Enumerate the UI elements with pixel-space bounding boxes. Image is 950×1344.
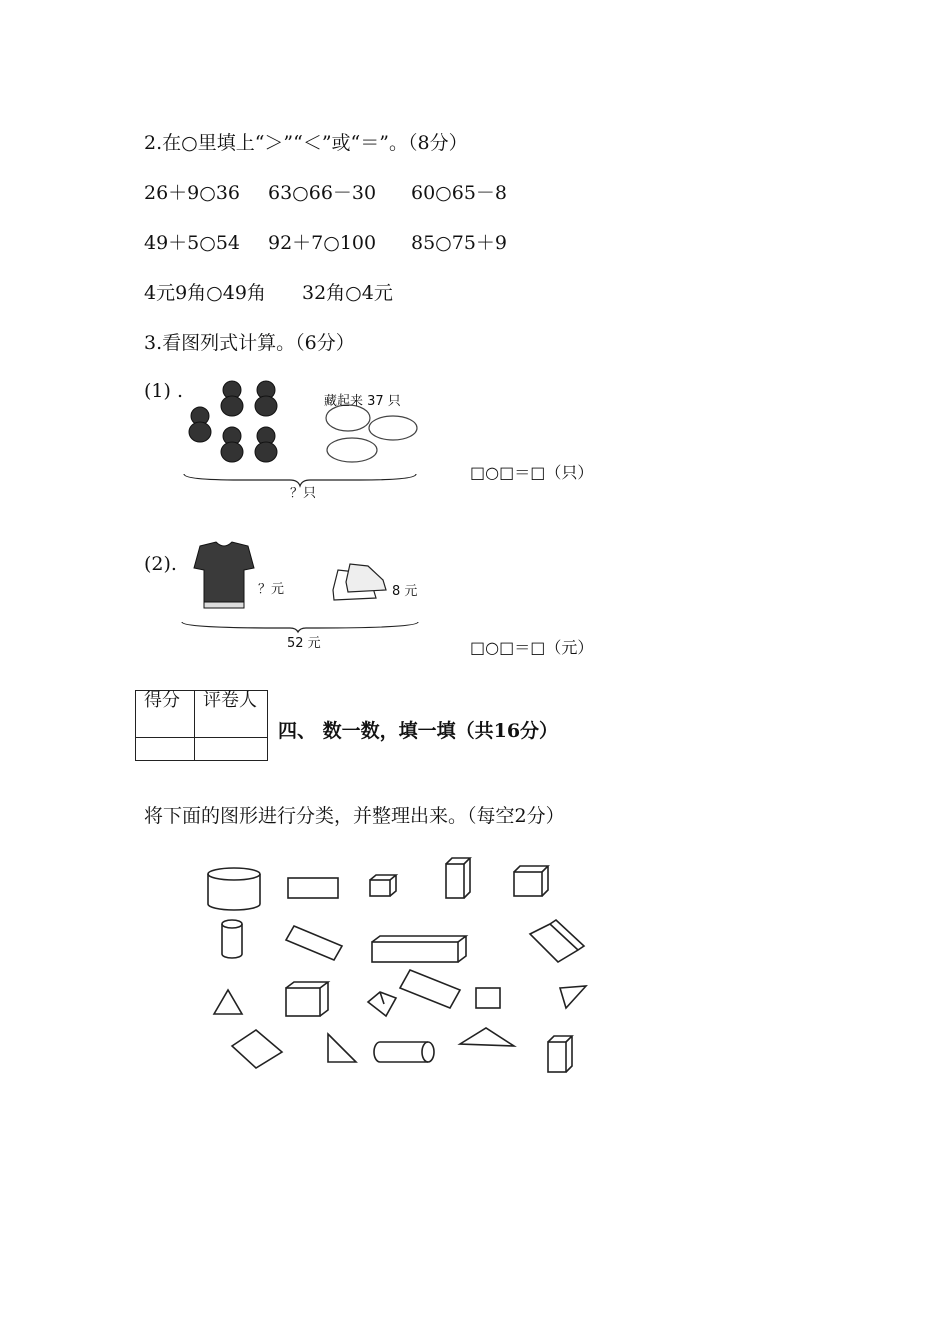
- shoes-price: 8 元: [392, 584, 418, 599]
- score-table: [135, 690, 268, 761]
- cuboid-icon: [548, 1036, 572, 1072]
- triangle-icon: [460, 1028, 514, 1046]
- cylinder-icon: [222, 920, 242, 958]
- prism-icon: [368, 992, 396, 1016]
- expr: 63○66－30: [268, 182, 377, 204]
- frog-icon: [221, 381, 243, 416]
- answer-blank: □○□＝□（元）: [470, 638, 594, 657]
- frog-icon: [255, 427, 277, 462]
- grader-label: 评卷人: [195, 691, 268, 738]
- cube-icon: [514, 866, 548, 896]
- cuboid-icon: [530, 920, 584, 962]
- expr: 49＋5○54: [144, 232, 241, 254]
- frog-icon: [221, 427, 243, 462]
- rectangle-icon: [288, 878, 338, 898]
- triangle-icon: [328, 1034, 356, 1062]
- score-cell[interactable]: [136, 738, 195, 761]
- shirt-shoes-figure: [178, 540, 423, 635]
- parallelogram-icon: [400, 970, 460, 1008]
- rocks: [326, 405, 417, 462]
- parallelogram-icon: [286, 926, 342, 960]
- expr: 92＋7○100: [268, 232, 377, 254]
- shapes-figure: [200, 850, 600, 1080]
- shirt-icon: [194, 542, 254, 608]
- section-title: 四、 数一数，填一填（共16分）: [278, 720, 559, 742]
- frog-icon: [189, 407, 211, 442]
- q3-part1-label: (1) .: [144, 380, 183, 402]
- cylinder-icon: [208, 868, 260, 910]
- square-icon: [476, 988, 500, 1008]
- triangle-icon: [560, 986, 586, 1008]
- triangle-icon: [214, 990, 242, 1014]
- cuboid-icon: [372, 936, 466, 962]
- score-label: 得分: [136, 691, 195, 738]
- cube-icon: [286, 982, 328, 1016]
- expr: 26＋9○36: [144, 182, 241, 204]
- cylinder-icon: [374, 1042, 434, 1062]
- expr: 60○65－8: [411, 182, 508, 204]
- expr: 4元9角○49角: [144, 282, 266, 304]
- rhombus-icon: [232, 1030, 282, 1068]
- shoes-icon: [333, 564, 386, 600]
- cube-icon: [370, 875, 396, 896]
- q2-title: 2.在○里填上“＞”“＜”或“＝”。（8分）: [144, 132, 468, 154]
- section-instruction: 将下面的图形进行分类，并整理出来。（每空2分）: [144, 805, 565, 827]
- brace: [182, 622, 418, 632]
- q3-part2-label: (2).: [144, 553, 177, 575]
- expr: 32角○4元: [302, 282, 393, 304]
- expr: 85○75＋9: [411, 232, 508, 254]
- q3-title: 3.看图列式计算。（6分）: [144, 332, 355, 354]
- answer-blank: □○□＝□（只）: [470, 463, 594, 482]
- hidden-label: 藏起来 37 只: [324, 394, 401, 409]
- frog-icon: [255, 381, 277, 416]
- grader-cell[interactable]: [195, 738, 268, 761]
- cuboid-icon: [446, 858, 470, 898]
- total-label: 52 元: [287, 636, 321, 651]
- total-label: ？只: [290, 486, 317, 501]
- shirt-price: ？元: [258, 582, 285, 597]
